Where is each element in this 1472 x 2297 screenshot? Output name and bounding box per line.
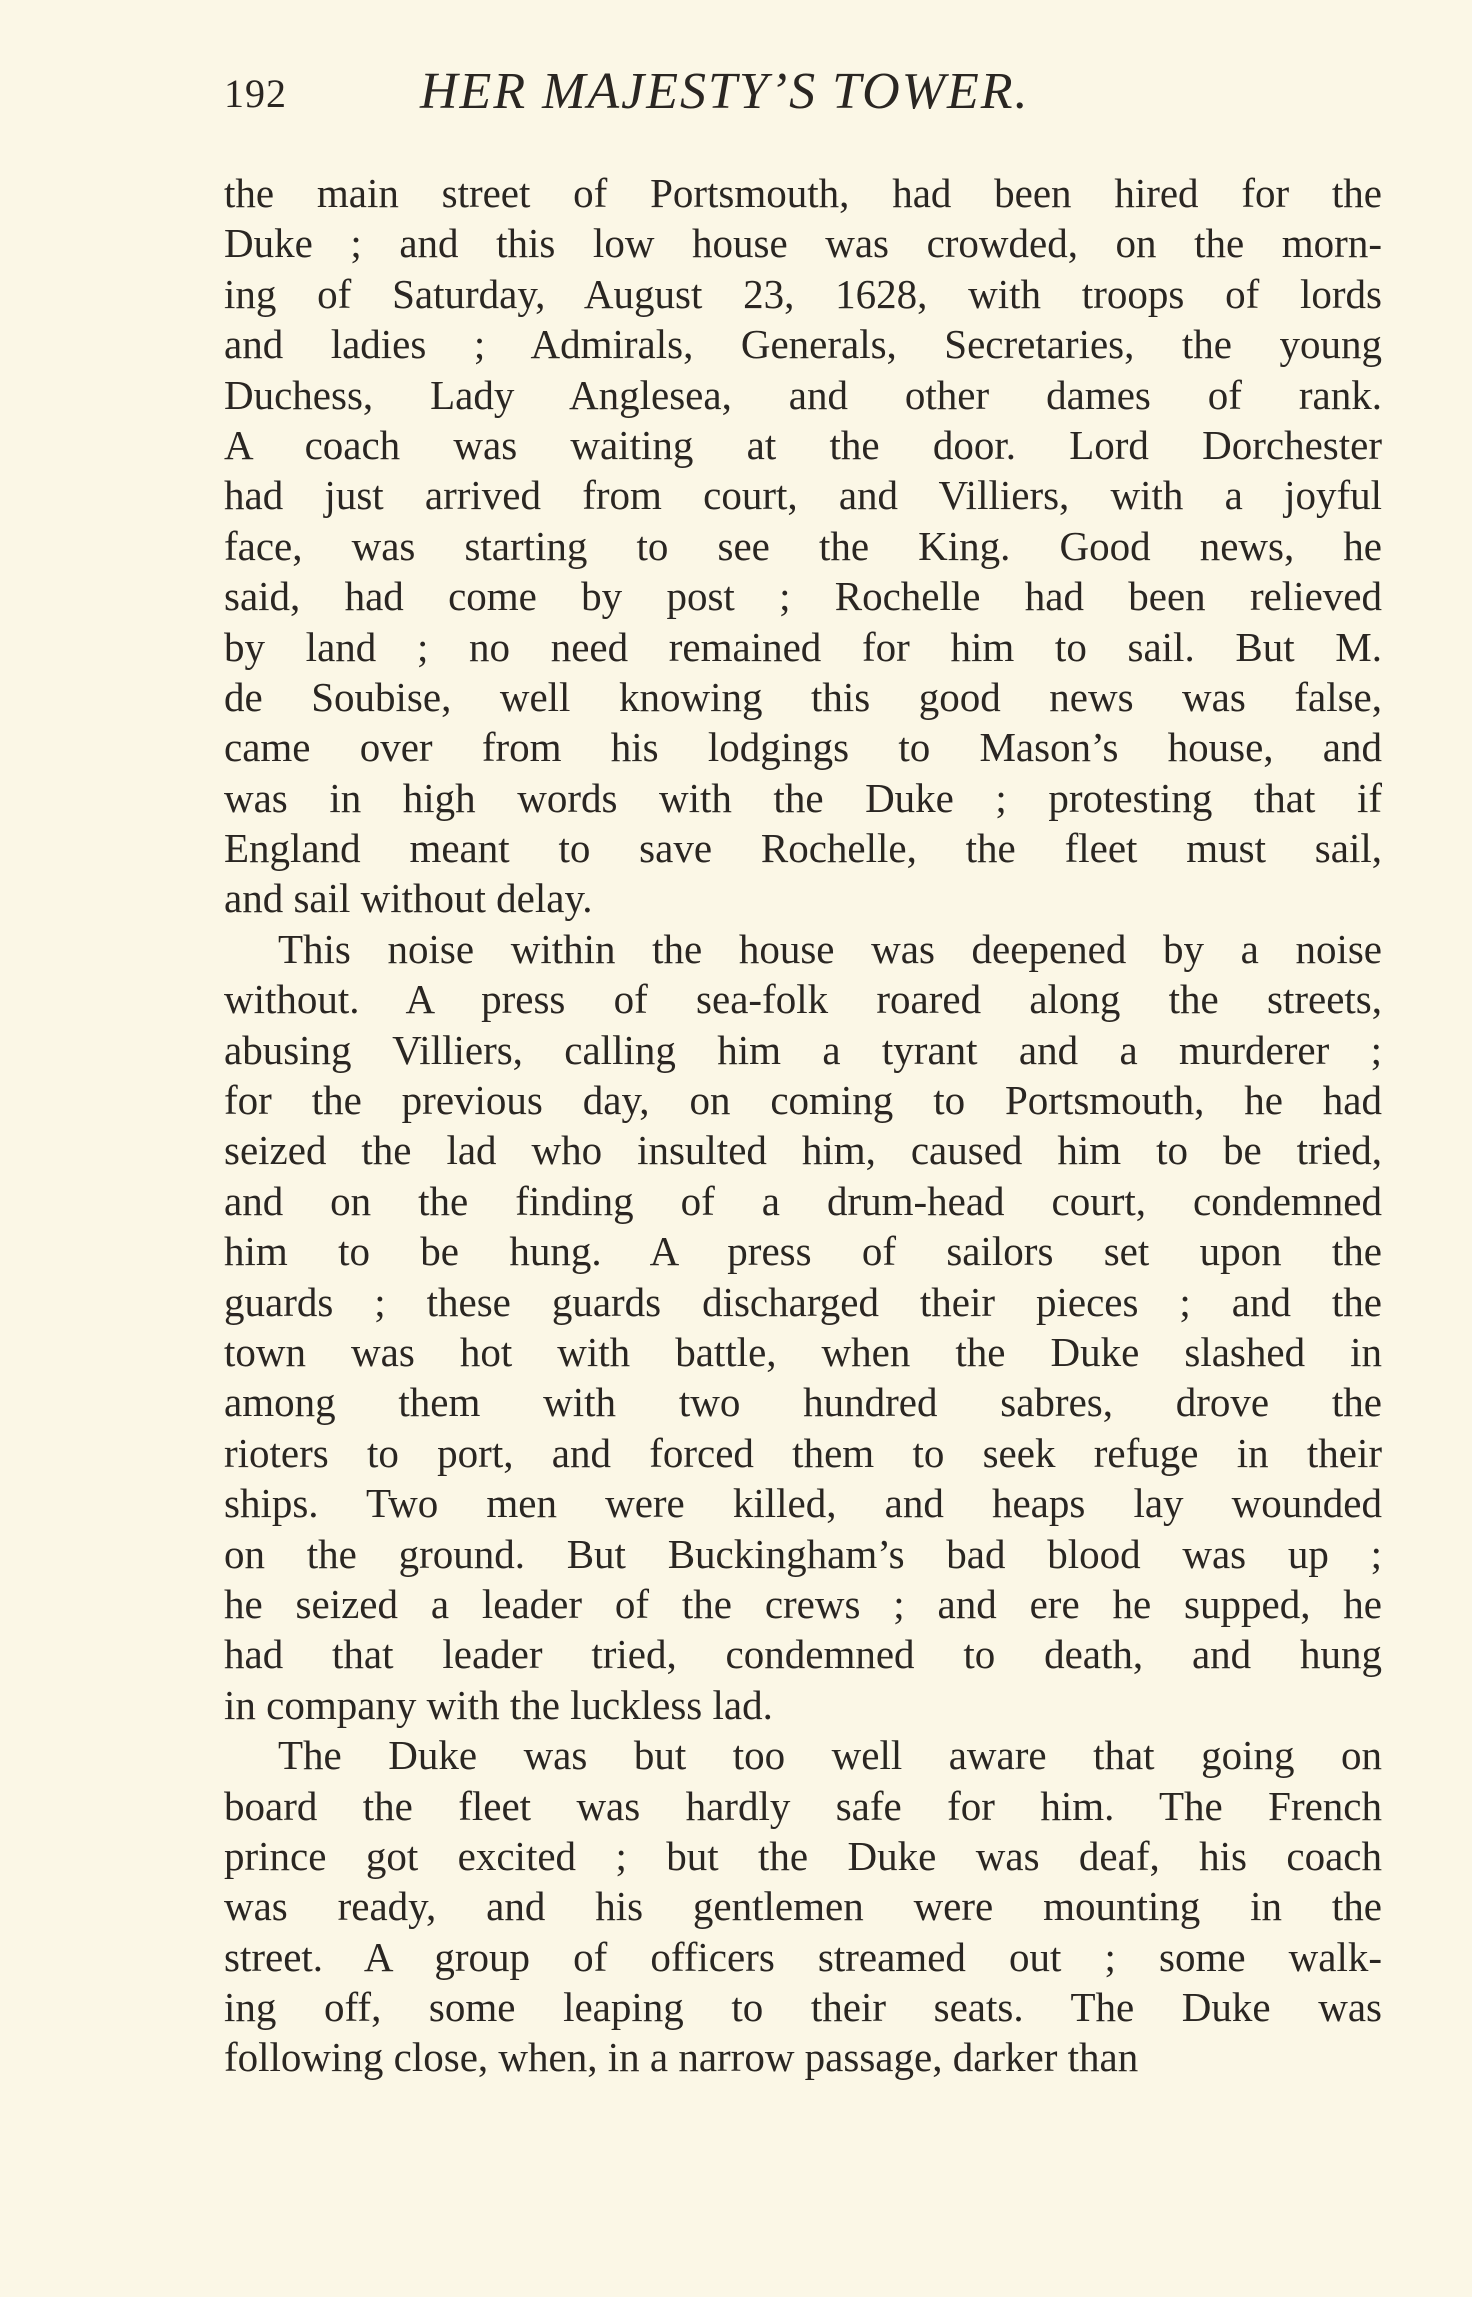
text-line: ing of Saturday, August 23, 1628, with troops of lords: [224, 270, 1382, 317]
text-line: him to be hung. A press of sailors set upon the: [224, 1228, 1382, 1275]
body-text: [224, 168, 1382, 2083]
paragraph: [224, 924, 1382, 1730]
text-line: following close, when, in a narrow passage, darker than: [224, 2034, 1139, 2081]
text-line: de Soubise, well knowing this good news was false,: [224, 673, 1382, 720]
text-line: A coach was waiting at the door. Lord Dorchester: [224, 421, 1382, 468]
paragraph: [224, 1730, 1382, 2083]
text-line: and on the finding of a drum-head court, condemned: [224, 1177, 1382, 1224]
text-line: ing off, some leaping to their seats. The Duke was: [224, 1984, 1382, 2031]
page-header: [224, 62, 1384, 132]
text-line: seized the lad who insulted him, caused him to be tried,: [224, 1127, 1382, 1174]
text-line: among them with two hundred sabres, drove the: [224, 1379, 1382, 1426]
text-line: England meant to save Rochelle, the fleet must sail,: [224, 825, 1382, 872]
text-line: board the fleet was hardly safe for him. The French: [224, 1782, 1382, 1829]
text-line: was ready, and his gentlemen were mounting in the: [224, 1883, 1382, 1930]
text-line: the main street of Portsmouth, had been hired for the: [224, 170, 1382, 216]
text-line: prince got excited ; but the Duke was deaf, his coach: [224, 1832, 1382, 1879]
text-line: had that leader tried, condemned to death, and hung: [224, 1631, 1382, 1678]
text-line: for the previous day, on coming to Portsmouth, he had: [224, 1077, 1382, 1124]
text-line: said, had come by post ; Rochelle had been relieved: [224, 573, 1382, 620]
text-line: came over from his lodgings to Mason’s house, and: [224, 724, 1382, 771]
text-line: was in high words with the Duke ; protesting that if: [224, 774, 1382, 821]
text-line: Duchess, Lady Anglesea, and other dames of rank.: [224, 371, 1382, 418]
text-line: by land ; no need remained for him to sail. But M.: [224, 623, 1382, 670]
text-line: and ladies ; Admirals, Generals, Secretaries, the young: [224, 321, 1382, 368]
text-line: without. A press of sea-folk roared along the streets,: [224, 976, 1382, 1023]
running-head: HER MAJESTY’S TOWER.: [420, 63, 1030, 120]
text-line: Duke ; and this low house was crowded, on the morn-: [224, 220, 1382, 267]
text-line: had just arrived from court, and Villiers, with a joyful: [224, 472, 1382, 519]
text-line: The Duke was but too well aware that going on: [278, 1732, 1382, 1779]
page-number: 192: [224, 71, 287, 116]
text-line: on the ground. But Buckingham’s bad blood was up ;: [224, 1530, 1382, 1577]
paragraph: [224, 168, 1382, 924]
text-line: and sail without delay.: [224, 875, 593, 922]
text-line: he seized a leader of the crews ; and ere he supped, he: [224, 1580, 1382, 1627]
text-line: This noise within the house was deepened by a noise: [278, 925, 1382, 972]
text-line: ships. Two men were killed, and heaps lay wounded: [224, 1480, 1382, 1527]
text-line: abusing Villiers, calling him a tyrant and a murderer ;: [224, 1026, 1382, 1073]
text-line: town was hot with battle, when the Duke slashed in: [224, 1328, 1382, 1375]
text-line: street. A group of officers streamed out ; some walk-: [224, 1933, 1382, 1980]
text-line: guards ; these guards discharged their pieces ; and the: [224, 1278, 1382, 1325]
text-line: face, was starting to see the King. Good news, he: [224, 522, 1382, 569]
text-line: in company with the luckless lad.: [224, 1681, 773, 1728]
text-line: rioters to port, and forced them to seek refuge in their: [224, 1429, 1382, 1476]
